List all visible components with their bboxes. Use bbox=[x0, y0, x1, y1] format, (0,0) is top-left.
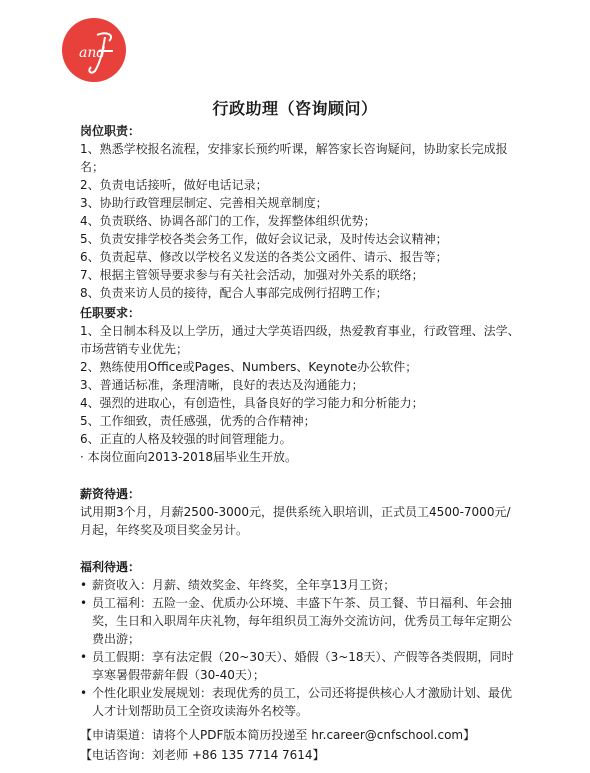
benefit-item bbox=[80, 576, 520, 594]
duties-heading: 岗位职责： bbox=[80, 124, 141, 138]
phone-contact: 【电话咨询：刘老师 +86 135 7714 7614】 bbox=[80, 748, 325, 762]
benefit-text: 薪资收入：月薪、绩效奖金、年终奖，全年享13月工资； bbox=[92, 578, 396, 592]
benefits-heading: 福利待遇： bbox=[80, 560, 141, 574]
duty-item: 4、负责联络、协调各部门的工作，发挥整体组织优势； bbox=[80, 214, 376, 228]
bullet-icon: • bbox=[80, 578, 88, 592]
benefit-item bbox=[80, 594, 520, 648]
requirement-item: 2、熟练使用Office或Pages、Numbers、Keynote办公软件； bbox=[80, 360, 418, 374]
requirement-item: 3、普通话标准，条理清晰，良好的表达及沟通能力； bbox=[80, 378, 364, 392]
duty-item: 7、根据主管领导要求参与有关社会活动，加强对外关系的联络； bbox=[80, 268, 424, 282]
salary-heading: 薪资待遇： bbox=[80, 487, 141, 501]
apply-channel: 【申请渠道：请将个人PDF版本简历投递至 hr.career@cnfschool.com】 bbox=[80, 728, 476, 742]
benefit-item bbox=[80, 684, 520, 720]
duty-item: 8、负责来访人员的接待，配合人事部完成例行招聘工作； bbox=[80, 286, 388, 300]
requirement-item: 4、强烈的进取心，有创造性，具备良好的学习能力和分析能力； bbox=[80, 396, 424, 410]
duty-item: 3、协助行政管理层制定、完善相关规章制度； bbox=[80, 196, 328, 210]
salary-text: 试用期3个月，月薪2500-3000元，提供系统入职培训，正式员工4500-7000元/月起，年终奖及项目奖金另计。 bbox=[80, 505, 511, 537]
benefit-text: 个性化职业发展规划：表现优秀的员工，公司还将提供核心人才激励计划、最优人才计划帮助员工全资攻读海外名校等。 bbox=[92, 686, 513, 718]
requirement-item: 5、工作细致，责任感强，优秀的合作精神； bbox=[80, 414, 316, 428]
duty-item: 5、负责安排学校各类会务工作，做好会议记录，及时传达会议精神； bbox=[80, 232, 448, 246]
benefits-section bbox=[80, 558, 520, 720]
benefit-text: 员工福利：五险一金、优质办公环境、丰盛下午茶、员工餐、节日福利、年会抽奖，生日和入职周年庆礼物，每年组织员工海外交流访问，优秀员工每年定期公费出游； bbox=[92, 596, 513, 646]
bullet-icon: • bbox=[80, 650, 88, 664]
contact-section bbox=[80, 725, 520, 765]
benefit-item bbox=[80, 648, 520, 684]
bullet-icon: • bbox=[80, 596, 88, 610]
requirement-item: 1、全日制本科及以上学历，通过大学英语四级，热爱教育事业，行政管理、法学、市场营销专业优先； bbox=[80, 324, 520, 356]
requirements-heading: 任职要求： bbox=[80, 306, 141, 320]
duty-item: 2、负责电话接听，做好电话记录； bbox=[80, 178, 268, 192]
logo-text: and bbox=[79, 45, 106, 61]
duty-item: 1、熟悉学校报名流程，安排家长预约听课，解答家长咨询疑问，协助家长完成报名； bbox=[80, 142, 508, 174]
salary-section bbox=[80, 485, 520, 539]
duties-section bbox=[80, 122, 520, 302]
bullet-icon: • bbox=[80, 686, 88, 700]
requirement-item: 6、正直的人格及较强的时间管理能力。 bbox=[80, 432, 292, 446]
requirement-note: · 本岗位面向2013-2018届毕业生开放。 bbox=[80, 450, 298, 464]
company-logo bbox=[61, 17, 127, 83]
benefit-text: 员工假期：享有法定假（20~30天）、婚假（3~18天）、产假等各类假期，同时享寒暑假带薪年假（30-40天）； bbox=[92, 650, 514, 682]
duty-item: 6、负责起草、修改以学校名义发送的各类公文函件、请示、报告等； bbox=[80, 250, 448, 264]
requirements-section bbox=[80, 304, 520, 466]
page-title: 行政助理（咨询顾问） bbox=[212, 99, 378, 118]
